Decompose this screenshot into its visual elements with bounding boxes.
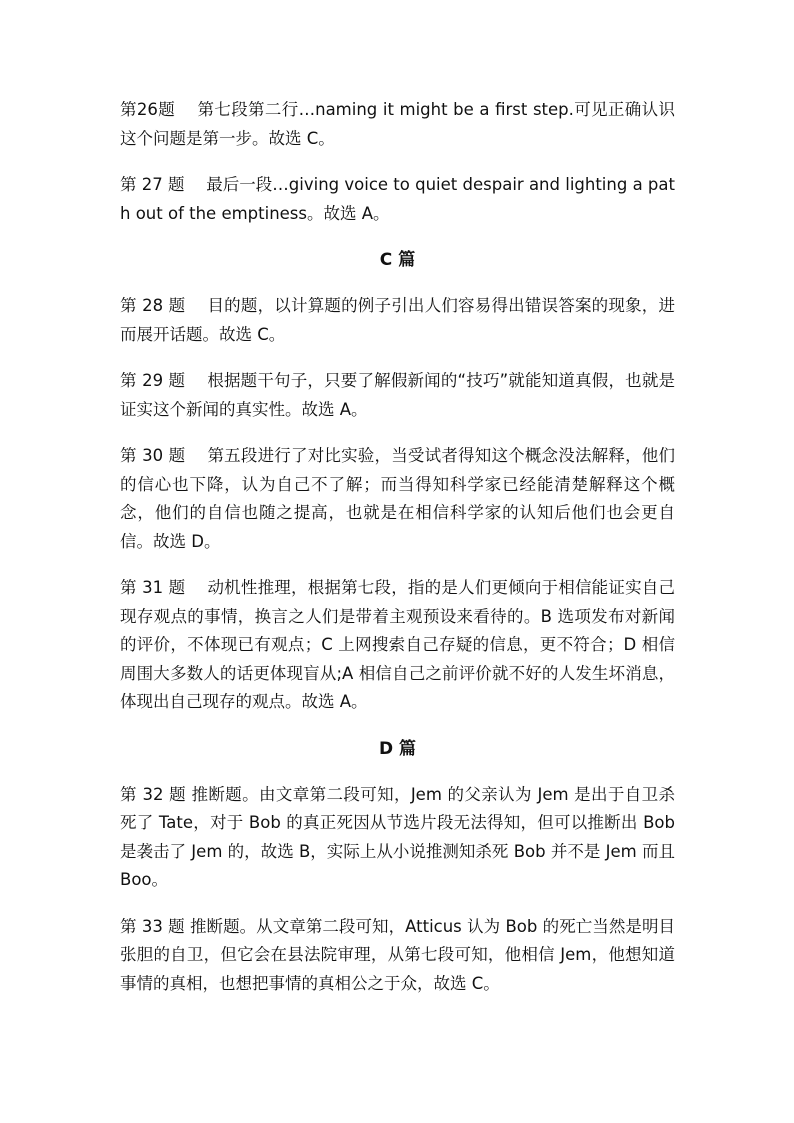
answer-explanations bbox=[120, 96, 675, 1016]
q30-explanation: 第 30 题 第五段进行了对比实验，当受试者得知这个概念没法解释，他们的信心也下降，认为自己不了解；而当得知科学家已经能清楚解释这个概念，他们的自信也随之提高，也就是在相信科学家的认知后他们也会更自信。故选 D。 bbox=[120, 446, 675, 551]
section-c-heading: C 篇 bbox=[379, 250, 416, 270]
q29-explanation: 第 29 题 根据题干句子，只要了解假新闻的“技巧”就能知道真假，也就是证实这个新闻的真实性。故选 A。 bbox=[120, 371, 675, 419]
q32-explanation: 第 32 题 推断题。由文章第二段可知，Jem 的父亲认为 Jem 是出于自卫杀死了 Tate，对于 Bob 的真正死因从节选片段无法得知，但可以推断出 Bob 是袭击了 Jem 的，故选 B，实际上从小说推测知杀死 Bob 并不是 Jem 而且 Boo。 bbox=[120, 784, 675, 889]
q31-explanation: 第 31 题 动机性推理，根据第七段，指的是人们更倾向于相信能证实自己现存观点的事情，换言之人们是带着主观预设来看待的。B 选项发布对新闻的评价，不体现已有观点；C 上网搜索自己存疑的信息，更不符合；D 相信周围大多数人的话更体现盲从;A 相信自己之前评价就不好的人发生坏消息，体现出自己现存的观点。故选 A。 bbox=[120, 578, 675, 711]
section-d-heading: D 篇 bbox=[378, 738, 417, 759]
q33-explanation: 第 33 题 推断题。从文章第二段可知，Atticus 认为 Bob 的死亡当然是明目张胆的自卫，但它会在县法院审理，从第七段可知，他相信 Jem，他想知道事情的真相，也想把事情的真相公之于众，故选 C。 bbox=[120, 916, 675, 993]
q28-explanation: 第 28 题 目的题，以计算题的例子引出人们容易得出错误答案的现象，进而展开话题。故选 C。 bbox=[120, 296, 675, 344]
q26-explanation: 第26题 第七段第二行…naming it might be a first step.可见正确认识这个问题是第一步。故选 C。 bbox=[120, 100, 675, 148]
q27-explanation: 第 27 题 最后一段…giving voice to quiet despair and lighting a path out of the emptiness。故选 A。 bbox=[120, 175, 675, 223]
